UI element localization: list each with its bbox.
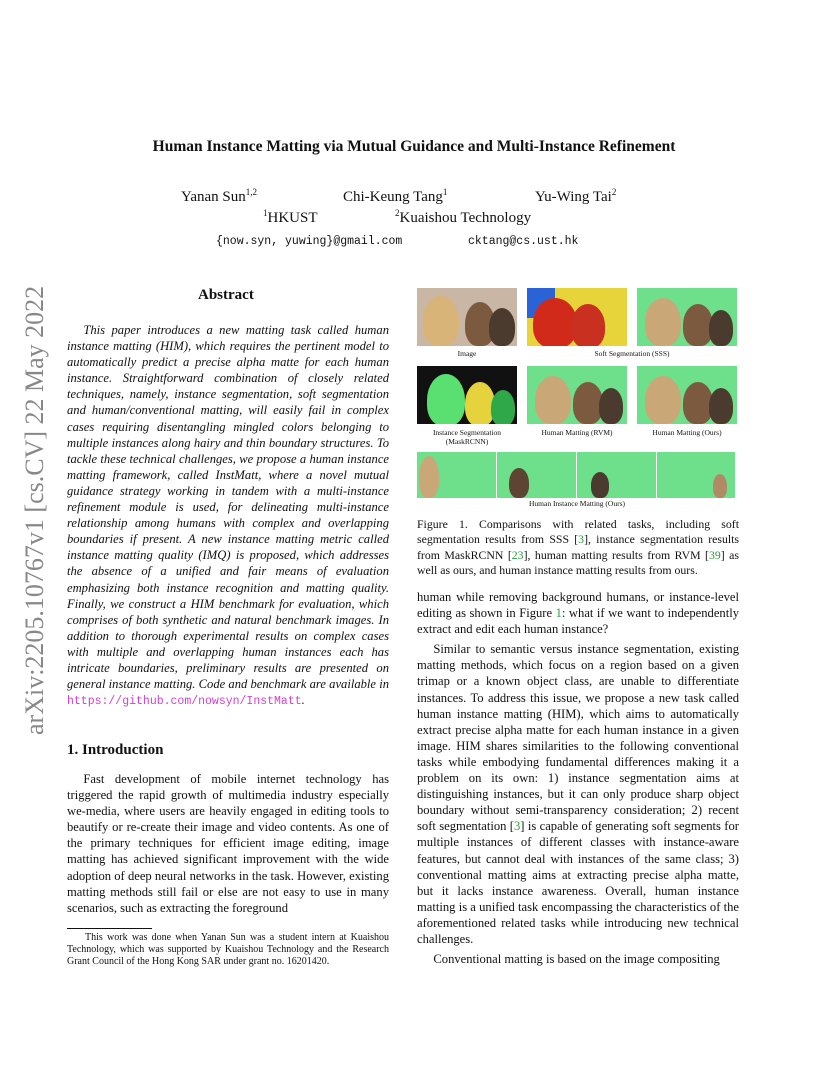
affil-name: HKUST: [267, 210, 318, 226]
intro-paragraph: Fast development of mobile internet technology has triggered the rapid growth of multimedia industry especially we-media, where users are heavily engaged in editing tools to beautify or re-create their image and video contents. As one of the primary techniques for efficient image editing, image matting has achieved significant improvement with the wide adoption of deep neural networks in the task. However, existing matting methods still fail or else are not easy to use in many scenarios, such as extracting the foreground: [67, 772, 389, 915]
label-instance-seg: Instance Segmentation (MaskRCNN): [432, 428, 502, 446]
label-sss: Soft Segmentation (SSS): [594, 349, 670, 358]
email-2: cktang@cs.ust.hk: [468, 235, 579, 248]
right-column-text: [417, 589, 739, 967]
figure-ref-link[interactable]: 1: [555, 606, 562, 621]
section-heading-introduction: 1. Introduction: [67, 742, 164, 758]
author-2: [343, 187, 447, 206]
paragraph: [417, 589, 739, 637]
figure-rvm-result: [527, 366, 627, 424]
label-him-ours: Human Instance Matting (Ours): [528, 499, 626, 508]
footnote-rule: [67, 928, 152, 929]
caption-prefix: Figure 1.: [417, 517, 468, 531]
arxiv-id-text: arXiv:2205.10767v1 [cs.CV] 22 May 2022: [20, 285, 49, 735]
affiliation-1: [263, 208, 318, 227]
label-hm-ours: Human Matting (Ours): [652, 428, 722, 437]
text: ] is capable of generating soft segments for multiple instances of different classes with instance-aware features, but cannot deal with instances of the same class; 3) conventional matting aims at extracting precise alpha matte, but it lacks instance awareness. Overall, human instance matting is a unified task encompassing the characteristics of the aforementioned related tasks while introducing new technical challenges.: [417, 819, 739, 946]
code-link[interactable]: https://github.com/nowsyn/InstMatt: [67, 695, 302, 709]
paragraph: Conventional matting is based on the image compositing: [433, 952, 720, 967]
caption-text: ], human matting results from RVM [: [523, 547, 709, 562]
abstract-body: This paper introduces a new matting task called human instance matting (HIM), which requires the pertinent model to automatically predict a precise alpha matte for each human instance. Straightforward combination of closely related techniques, namely, instance segmentation, soft segmentation and human/conventional matting, will easily fail in complex cases requiring disentangling mingled colors belonging to multiple instances along hairy and thin boundary structures. To tackle these technical challenges, we propose a human instance matting framework, called InstMatt, where a novel mutual guidance strategy working in tandem with a multi-instance refinement module is used, for delineating multi-instance relationship among humans with complex and overlapping boundaries if present. A new instance matting metric called instance matting quality (IMQ) is proposed, which addresses the absence of a unified and fair means of evaluation emphasizing both instance recognition and matting quality. Finally, we construct a HIM benchmark for evaluation, which comprises of both synthetic and natural benchmark images. In addition to thorough experimental results on complex cases with multiple and overlapping human instances each has intricate boundaries, preliminary results are presented on general instance matting. Code and benchmark are available in https://github.com/nowsyn/InstMatt.: [67, 323, 389, 709]
figure-sss-result: [527, 288, 627, 346]
figure-instance-seg: [417, 366, 517, 424]
figure-1: [417, 288, 737, 508]
author-1: [181, 187, 257, 206]
figure-caption: [417, 517, 739, 579]
citation-link[interactable]: 23: [511, 547, 524, 562]
author-sup: 1: [442, 187, 448, 197]
author-name: Yanan Sun: [181, 189, 246, 205]
affiliation-2: [395, 208, 531, 227]
citation-link[interactable]: 39: [708, 547, 721, 562]
label-image: Image: [457, 349, 477, 358]
text: human while removing background humans, or instance-level editing as shown in Figure: [417, 590, 739, 621]
author-sup: 2: [611, 187, 617, 197]
affil-name: Kuaishou Technology: [399, 210, 532, 226]
figure-him-results: [417, 452, 735, 498]
caption-text: ], instance segmentation results from MaskRCNN [: [417, 532, 739, 562]
label-hm-rvm: Human Matting (RVM): [541, 428, 613, 437]
text: Similar to semantic versus instance segmentation, existing matting methods, which focus on a region based on a given trimap or a known object class, are unable to differentiate instances. To address this issue, we propose a new task called human instance matting (HIM), which aims to automatically extract precise alpha matte for each human instance in a given image. HIM shares similarities to the following conventional tasks while embodying fundamental differences making it a problem on its own: 1) instance segmentation aims at distinguishing instances, but it can only produce sharp object boundary without semi-transparency consideration; 2) recent soft segmentation [: [417, 642, 739, 834]
intro-body: [67, 771, 389, 916]
author-sup: 1,2: [245, 187, 257, 197]
arxiv-identifier: [20, 275, 50, 735]
affil-sup: 2: [395, 208, 400, 218]
figure-photo-original: [417, 288, 517, 346]
paper-title: Human Instance Matting via Mutual Guidance and Multi-Instance Refinement: [152, 138, 676, 155]
caption-text: Comparisons with related tasks, including soft segmentation results from SSS [: [417, 517, 739, 547]
author-3: [535, 187, 616, 206]
abstract-heading: Abstract: [198, 287, 254, 303]
affil-sup: 1: [263, 208, 268, 218]
footnote: This work was done when Yanan Sun was a student intern at Kuaishou Technology, which was supported by Kuaishou Technology and the Research Grant Council of the Hong Kong SAR under grant no. 16201420.: [67, 932, 389, 968]
paragraph: [417, 641, 739, 947]
citation-link[interactable]: 3: [513, 819, 521, 834]
author-name: Chi-Keung Tang: [343, 189, 443, 205]
figure-ours-hm-result: [637, 366, 737, 424]
email-1: {now.syn, yuwing}@gmail.com: [216, 235, 403, 248]
author-name: Yu-Wing Tai: [535, 189, 612, 205]
citation-link[interactable]: 3: [578, 532, 585, 547]
caption-text: ] as well as ours, and human instance matting results from ours.: [417, 547, 739, 578]
figure-sss-result-2: [637, 288, 737, 346]
abstract-text: This paper introduces a new matting task called human instance matting (HIM), which requires the pertinent model to automatically predict a precise alpha matte for each human instance. Straightforward combination of closely related techniques, namely, instance segmentation, soft segmentation and human/conventional matting, will easily fail in complex cases requiring disentangling mingled colors belonging to multiple instances along hairy and thin boundary structures. To tackle these technical challenges, we propose a human instance matting framework, called InstMatt, where a novel mutual guidance strategy working in tandem with a multi-instance refinement module is used, for delineating multi-instance relationship among humans with complex and overlapping boundaries if present. A new instance matting metric called instance matting quality (IMQ) is proposed, which addresses the absence of a unified and fair means of evaluation emphasizing both instance recognition and matting quality. Finally, we construct a HIM benchmark for evaluation, which comprises of both synthetic and natural benchmark images. In addition to thorough experimental results on complex cases with multiple and overlapping human instances each has intricate boundaries, preliminary results are presented on general instance matting. Code and benchmark are available in: [67, 323, 389, 692]
text: : what if we want to independently extract and edit each human instance?: [417, 606, 739, 637]
